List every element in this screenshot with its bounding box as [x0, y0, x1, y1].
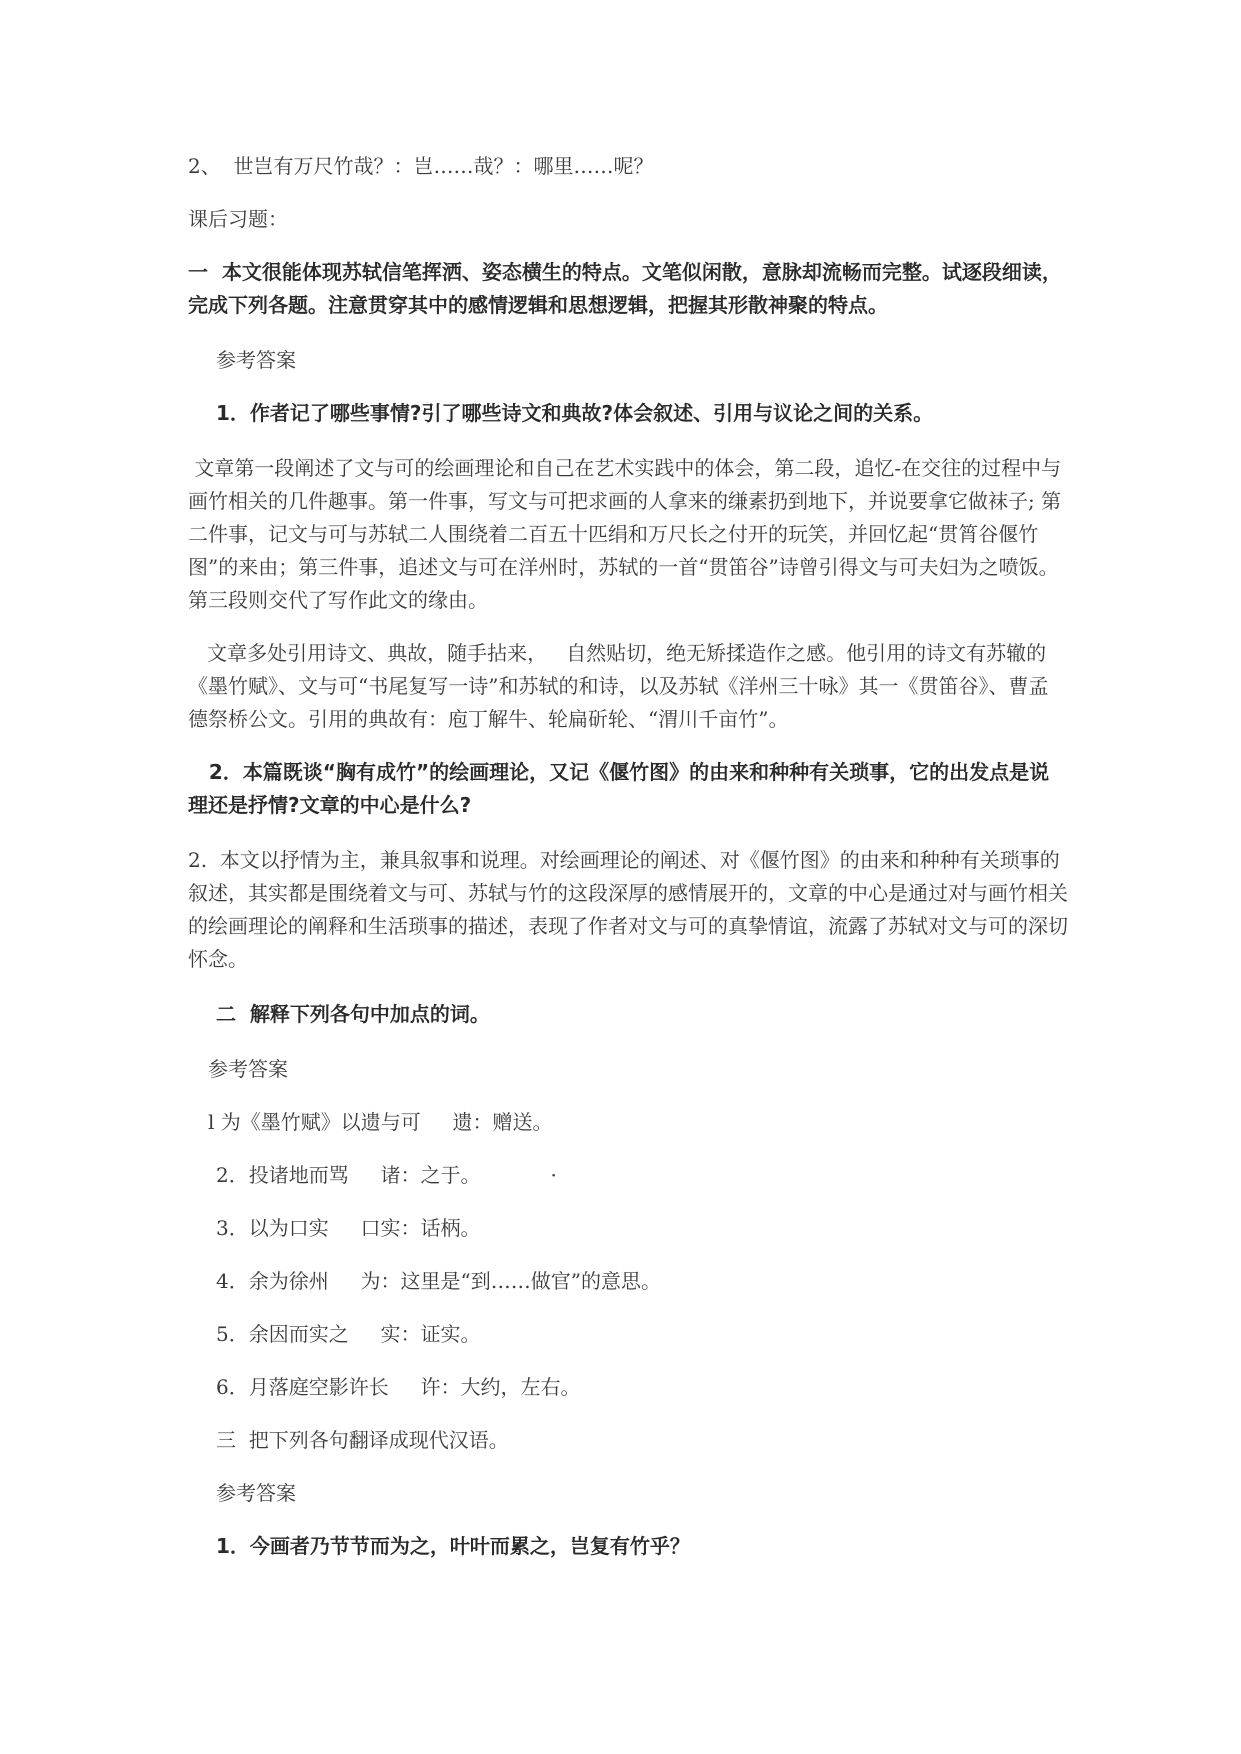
word-item-3: 3．以为口实 口实：话柄。: [216, 1216, 481, 1240]
sub-question-2: 2．本篇既谈“胸有成竹”的绘画理论，又记《偃竹图》的由来和种种有关琐事，它的出发点是说理还是抒情?文章的中心是什么?: [188, 760, 1050, 817]
question-one: 一 本文很能体现苏轼信笔挥洒、姿态横生的特点。文笔似闲散，意脉却流畅而完整。试逐段细读，完成下列各题。注意贯穿其中的感情逻辑和思想逻辑，把握其形散神聚的特点。: [188, 260, 1062, 317]
sub-question-1: 1．作者记了哪些事情?引了哪些诗文和典故?体会叙述、引用与议论之间的关系。: [216, 401, 934, 425]
word-item-2: [188, 1159, 1068, 1192]
word-item-1: l 为《墨竹赋》以遗与可 遗：赠送。: [208, 1110, 553, 1134]
example-line: 2、 世岂有万尺竹哉？：岂……哉？：哪里……呢？: [188, 154, 654, 178]
word-item-6: 6．月落庭空影许长 许：大约，左右。: [216, 1375, 581, 1399]
translation-item-1: 1．今画者乃节节而为之，叶叶而累之，岂复有竹乎？: [216, 1534, 690, 1558]
answer-paragraph-3: 2. 本文以抒情为主，兼具叙事和说理。对绘画理论的阐述、对《偃竹图》的由来和种种有关琐事的叙述，其实都是围绕着文与可、苏轼与竹的这段深厚的感情展开的，文章的中心是通过对与画竹相关的绘画理论的阐释和生活琐事的描述，表现了作者对文与可的真挚情谊，流露了苏轼对文与可的深切怀念。: [188, 848, 1068, 971]
answer-paragraph-2: 文章多处引用诗文、典故，随手拈来， 自然贴切，绝无矫揉造作之感。他引用的诗文有苏辙的《墨竹赋》、文与可“书尾复写一诗”和苏轼的和诗，以及苏轼《洋州三十咏》其一《贯笛谷》、曹孟德祭桥公文。引用的典故有：庖丁解牛、轮扁斫轮、“渭川千亩竹”。: [188, 641, 1049, 731]
section-heading-exercises: 课后习题：: [188, 207, 288, 231]
question-two: 二 解释下列各句中加点的词。: [216, 1002, 490, 1026]
answer-label: 参考答案: [216, 348, 296, 372]
document-page: [188, 150, 1068, 1563]
word-item-5: 5．余因而实之 实：证实。: [216, 1322, 481, 1346]
word-item-2-text: 2．投诸地而骂 诸：之于。: [216, 1163, 481, 1187]
answer-label: 参考答案: [208, 1057, 288, 1081]
word-item-4: 4．余为徐州 为：这里是“到……做官”的意思。: [216, 1269, 661, 1293]
emphasis-dot: ·: [550, 1163, 557, 1187]
answer-paragraph-1: 文章第一段阐述了文与可的绘画理论和自己在艺术实践中的体会，第二段，追忆-在交往的过程中与画竹相关的几件趣事。第一件事，写文与可把求画的人拿来的缣素扔到地下，并说要拿它做袜子; 第二件事，记文与可与苏轼二人围绕着二百五十匹绢和万尺长之付开的玩笑，并回忆起“贯筲谷偃竹图”的来由；第三件事，追述文与可在洋州时，苏轼的一首“贯笛谷”诗曾引得文与可夫妇为之喷饭。第三段则交代了写作此文的缘由。: [188, 456, 1062, 612]
answer-label: 参考答案: [216, 1481, 296, 1505]
question-three: 三 把下列各句翻译成现代汉语。: [216, 1428, 509, 1452]
